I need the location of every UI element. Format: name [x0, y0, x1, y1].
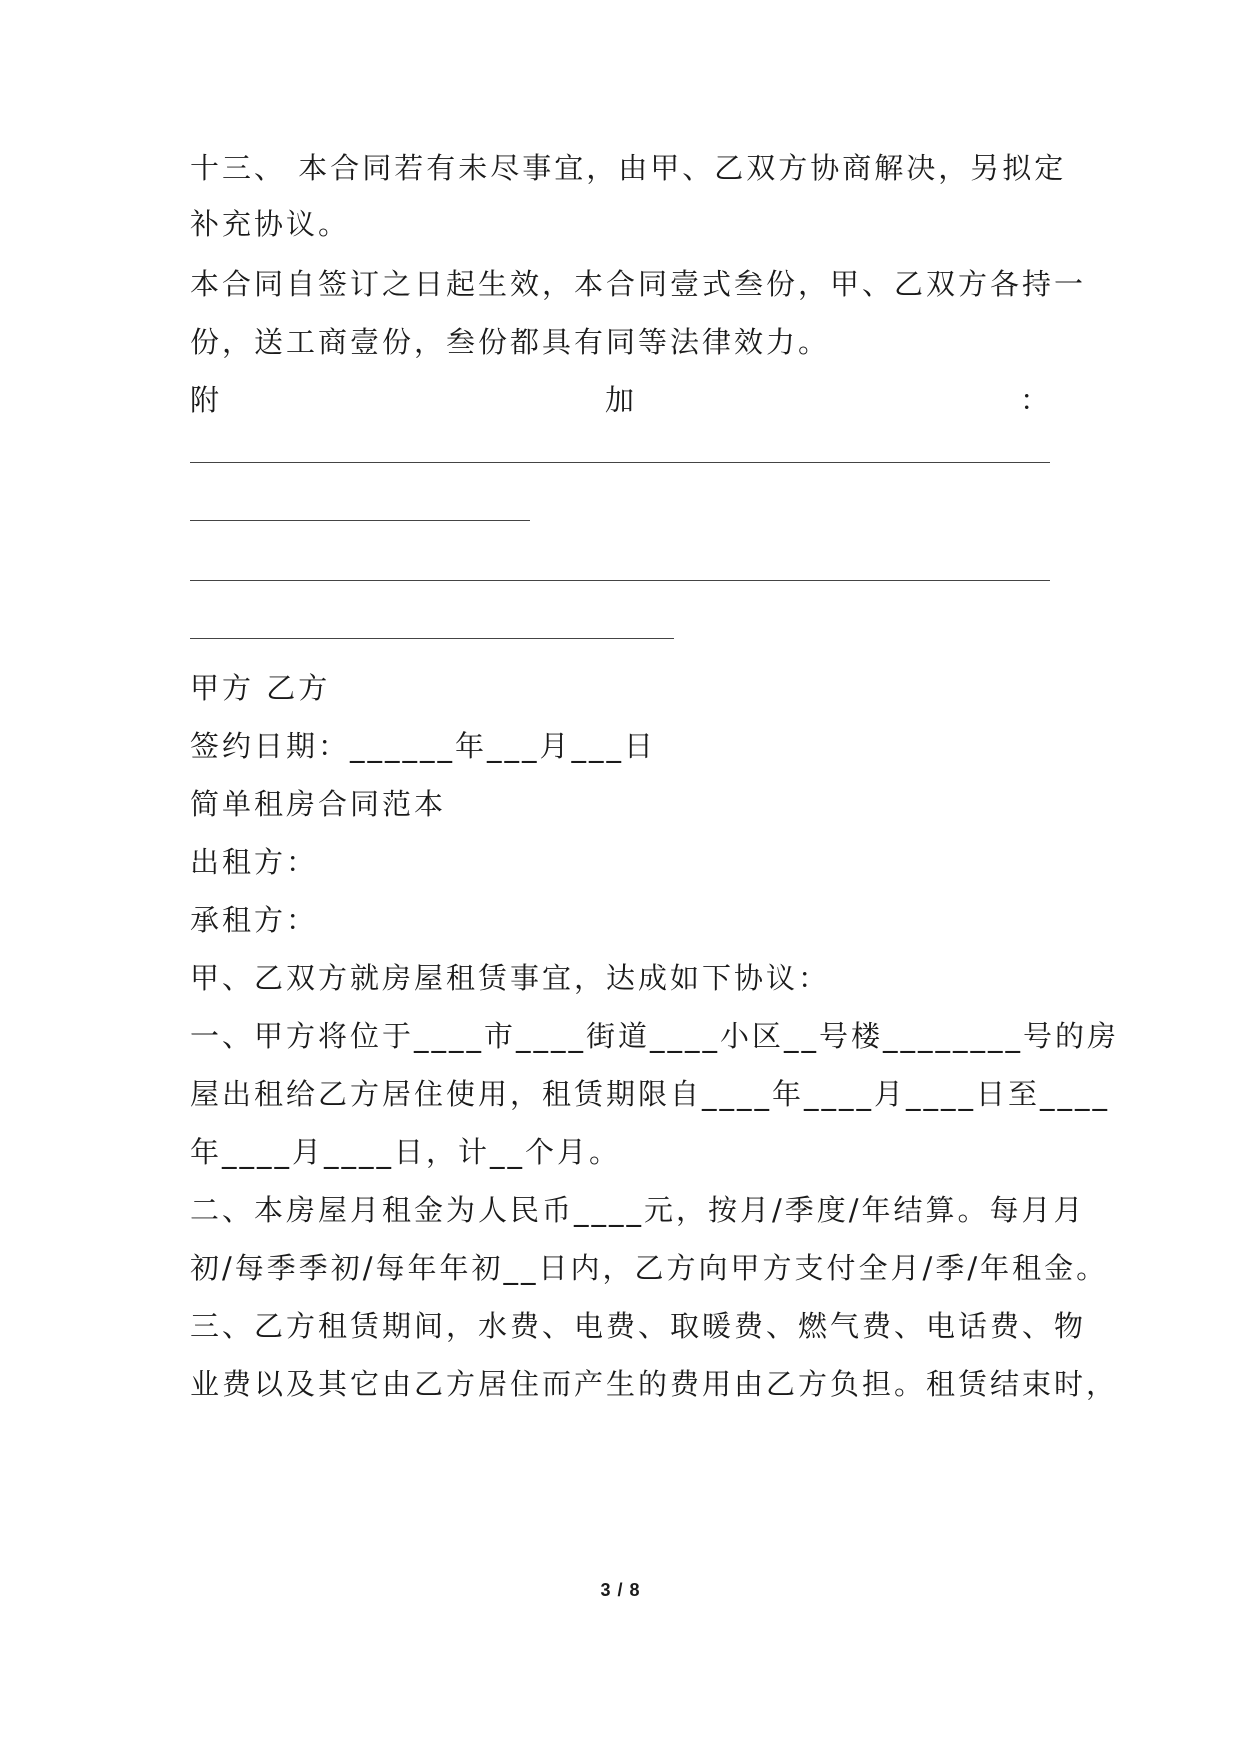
- clause-1-line-1: 一、甲方将位于____市____街道____小区__号楼________号的房: [190, 1019, 1120, 1053]
- blank-rule-2: [190, 520, 530, 521]
- effect-line-1: 本合同自签订之日起生效，本合同壹式叁份，甲、乙双方各持一: [190, 267, 1087, 301]
- clause-2-line-1: 二、本房屋月租金为人民币____元，按月/季度/年结算。每月月: [190, 1193, 1086, 1227]
- clause-1-line-3: 年____月____日，计__个月。: [190, 1135, 622, 1169]
- lessee-label: 承租方：: [190, 903, 319, 937]
- effect-line-2: 份，送工商壹份，叁份都具有同等法律效力。: [190, 325, 831, 359]
- attachment-char-2: 加: [604, 383, 637, 417]
- clause-13-line-1: 十三、 本合同若有未尽事宜，由甲、乙双方协商解决，另拟定: [190, 151, 1067, 185]
- clause-2-line-2: 初/每季季初/每年年初__日内，乙方向甲方支付全月/季/年租金。: [190, 1251, 1109, 1285]
- clause-1-line-2: 屋出租给乙方居住使用，租赁期限自____年____月____日至____: [190, 1077, 1111, 1111]
- clause-3-line-1: 三、乙方租赁期间，水费、电费、取暖费、燃气费、电话费、物: [190, 1309, 1087, 1343]
- clause-13-line-2: 补充协议。: [190, 207, 351, 241]
- clause-3-line-2: 业费以及其它由乙方居住而产生的费用由乙方负担。租赁结束时，: [190, 1367, 1119, 1401]
- blank-rule-1: [190, 462, 1050, 463]
- party-labels: 甲方 乙方: [190, 671, 331, 705]
- attachment-heading: [190, 380, 1052, 420]
- lessor-label: 出租方：: [190, 845, 319, 879]
- contract-title: 简单租房合同范本: [190, 787, 447, 821]
- agreement-intro: 甲、乙双方就房屋租赁事宜，达成如下协议：: [190, 961, 831, 995]
- attachment-colon: ：: [1019, 383, 1052, 417]
- blank-rule-4: [190, 638, 674, 639]
- attachment-char-1: 附: [190, 383, 223, 417]
- page-number: 3 / 8: [600, 1580, 641, 1600]
- signing-date: 签约日期：______年___月___日: [190, 729, 657, 763]
- blank-rule-3: [190, 580, 1050, 581]
